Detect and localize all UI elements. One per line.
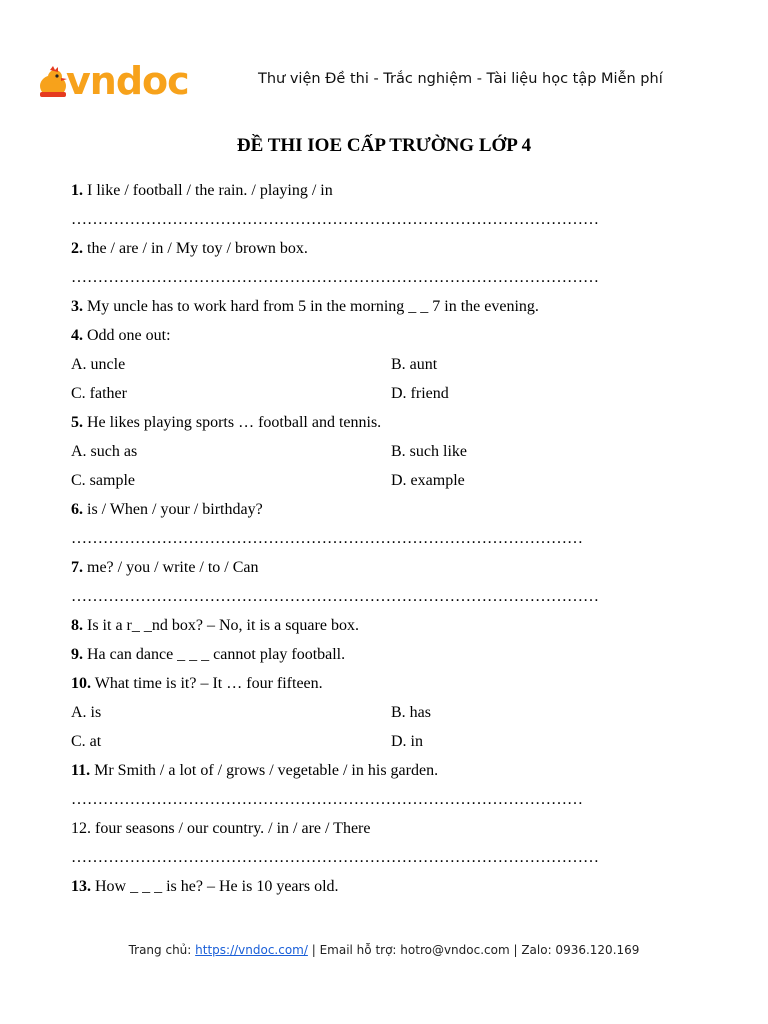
option-c: C. sample [71, 472, 135, 489]
option-b: B. such like [391, 443, 467, 460]
chicken-mascot-icon [36, 66, 70, 100]
option-d: D. example [391, 472, 465, 489]
question-number: 5. [71, 414, 83, 431]
option-row [71, 381, 711, 410]
option-row [71, 700, 711, 729]
option-b: B. aunt [391, 356, 438, 373]
option-c: C. father [71, 385, 127, 402]
answer-line: ……………………………………………………………………………………… [71, 588, 599, 605]
question-5 [71, 410, 711, 439]
answer-line: ……………………………………………………………………………………… [71, 849, 599, 866]
question-text: me? / you / write / to / Can [83, 559, 259, 576]
question-text: How _ _ _ is he? – He is 10 years old. [91, 878, 339, 895]
option-c: C. at [71, 733, 102, 750]
question-text: Odd one out: [83, 327, 171, 344]
question-text: Ha can dance _ _ _ cannot play football. [83, 646, 346, 663]
question-text: My uncle has to work hard from 5 in the morning _ _ 7 in the evening. [83, 298, 539, 315]
answer-line: …………………………………………………………………………………… [71, 530, 583, 547]
question-number: 11. [71, 762, 91, 779]
page-header [0, 58, 768, 108]
question-number: 9. [71, 646, 83, 663]
vndoc-logo[interactable] [36, 59, 202, 104]
option-b: B. has [391, 704, 431, 721]
question-list [71, 178, 711, 903]
question-text: I like / football / the rain. / playing / in [83, 182, 333, 199]
question-10 [71, 671, 711, 700]
question-11 [71, 758, 711, 787]
answer-line: ……………………………………………………………………………………… [71, 269, 599, 286]
option-a: A. uncle [71, 356, 126, 373]
question-7 [71, 555, 711, 584]
question-3 [71, 294, 711, 323]
question-text: Mr Smith / a lot of / grows / vegetable / in his garden. [90, 762, 439, 779]
option-a: A. is [71, 704, 102, 721]
question-13 [71, 874, 711, 903]
option-row [71, 468, 711, 497]
option-d: D. friend [391, 385, 449, 402]
question-1 [71, 178, 711, 207]
homepage-link[interactable]: https://vndoc.com/ [195, 943, 308, 957]
question-text: is / When / your / birthday? [83, 501, 263, 518]
question-8 [71, 613, 711, 642]
question-9 [71, 642, 711, 671]
option-d: D. in [391, 733, 423, 750]
option-a: A. such as [71, 443, 138, 460]
question-number: 10. [71, 675, 91, 692]
question-number: 13. [71, 878, 91, 895]
question-number: 4. [71, 327, 83, 344]
logo-wordmark: vndoc [66, 59, 189, 103]
question-text: 12. four seasons / our country. / in / are / There [71, 820, 371, 837]
question-text: He likes playing sports … football and tennis. [83, 414, 382, 431]
footer-contact: | Email hỗ trợ: hotro@vndoc.com | Zalo: 0936.120.169 [307, 943, 640, 957]
question-text: the / are / in / My toy / brown box. [83, 240, 308, 257]
option-row [71, 439, 711, 468]
question-number: 8. [71, 617, 83, 634]
question-number: 6. [71, 501, 83, 518]
header-tagline: Thư viện Đề thi - Trắc nghiệm - Tài liệu học tập Miễn phí [258, 71, 663, 87]
answer-line: …………………………………………………………………………………… [71, 791, 583, 808]
option-row [71, 352, 711, 381]
page-title: ĐỀ THI IOE CẤP TRƯỜNG LỚP 4 [236, 135, 532, 156]
question-12 [71, 816, 711, 845]
answer-line: ……………………………………………………………………………………… [71, 211, 599, 228]
question-text: What time is it? – It … four fifteen. [91, 675, 323, 692]
question-text: Is it a r_ _nd box? – No, it is a square box. [83, 617, 359, 634]
question-4 [71, 323, 711, 352]
option-row [71, 729, 711, 758]
question-2 [71, 236, 711, 265]
question-6 [71, 497, 711, 526]
page-footer [0, 943, 768, 957]
question-number: 2. [71, 240, 83, 257]
question-number: 7. [71, 559, 83, 576]
footer-prefix: Trang chủ: [128, 943, 196, 957]
question-number: 1. [71, 182, 83, 199]
question-number: 3. [71, 298, 83, 315]
